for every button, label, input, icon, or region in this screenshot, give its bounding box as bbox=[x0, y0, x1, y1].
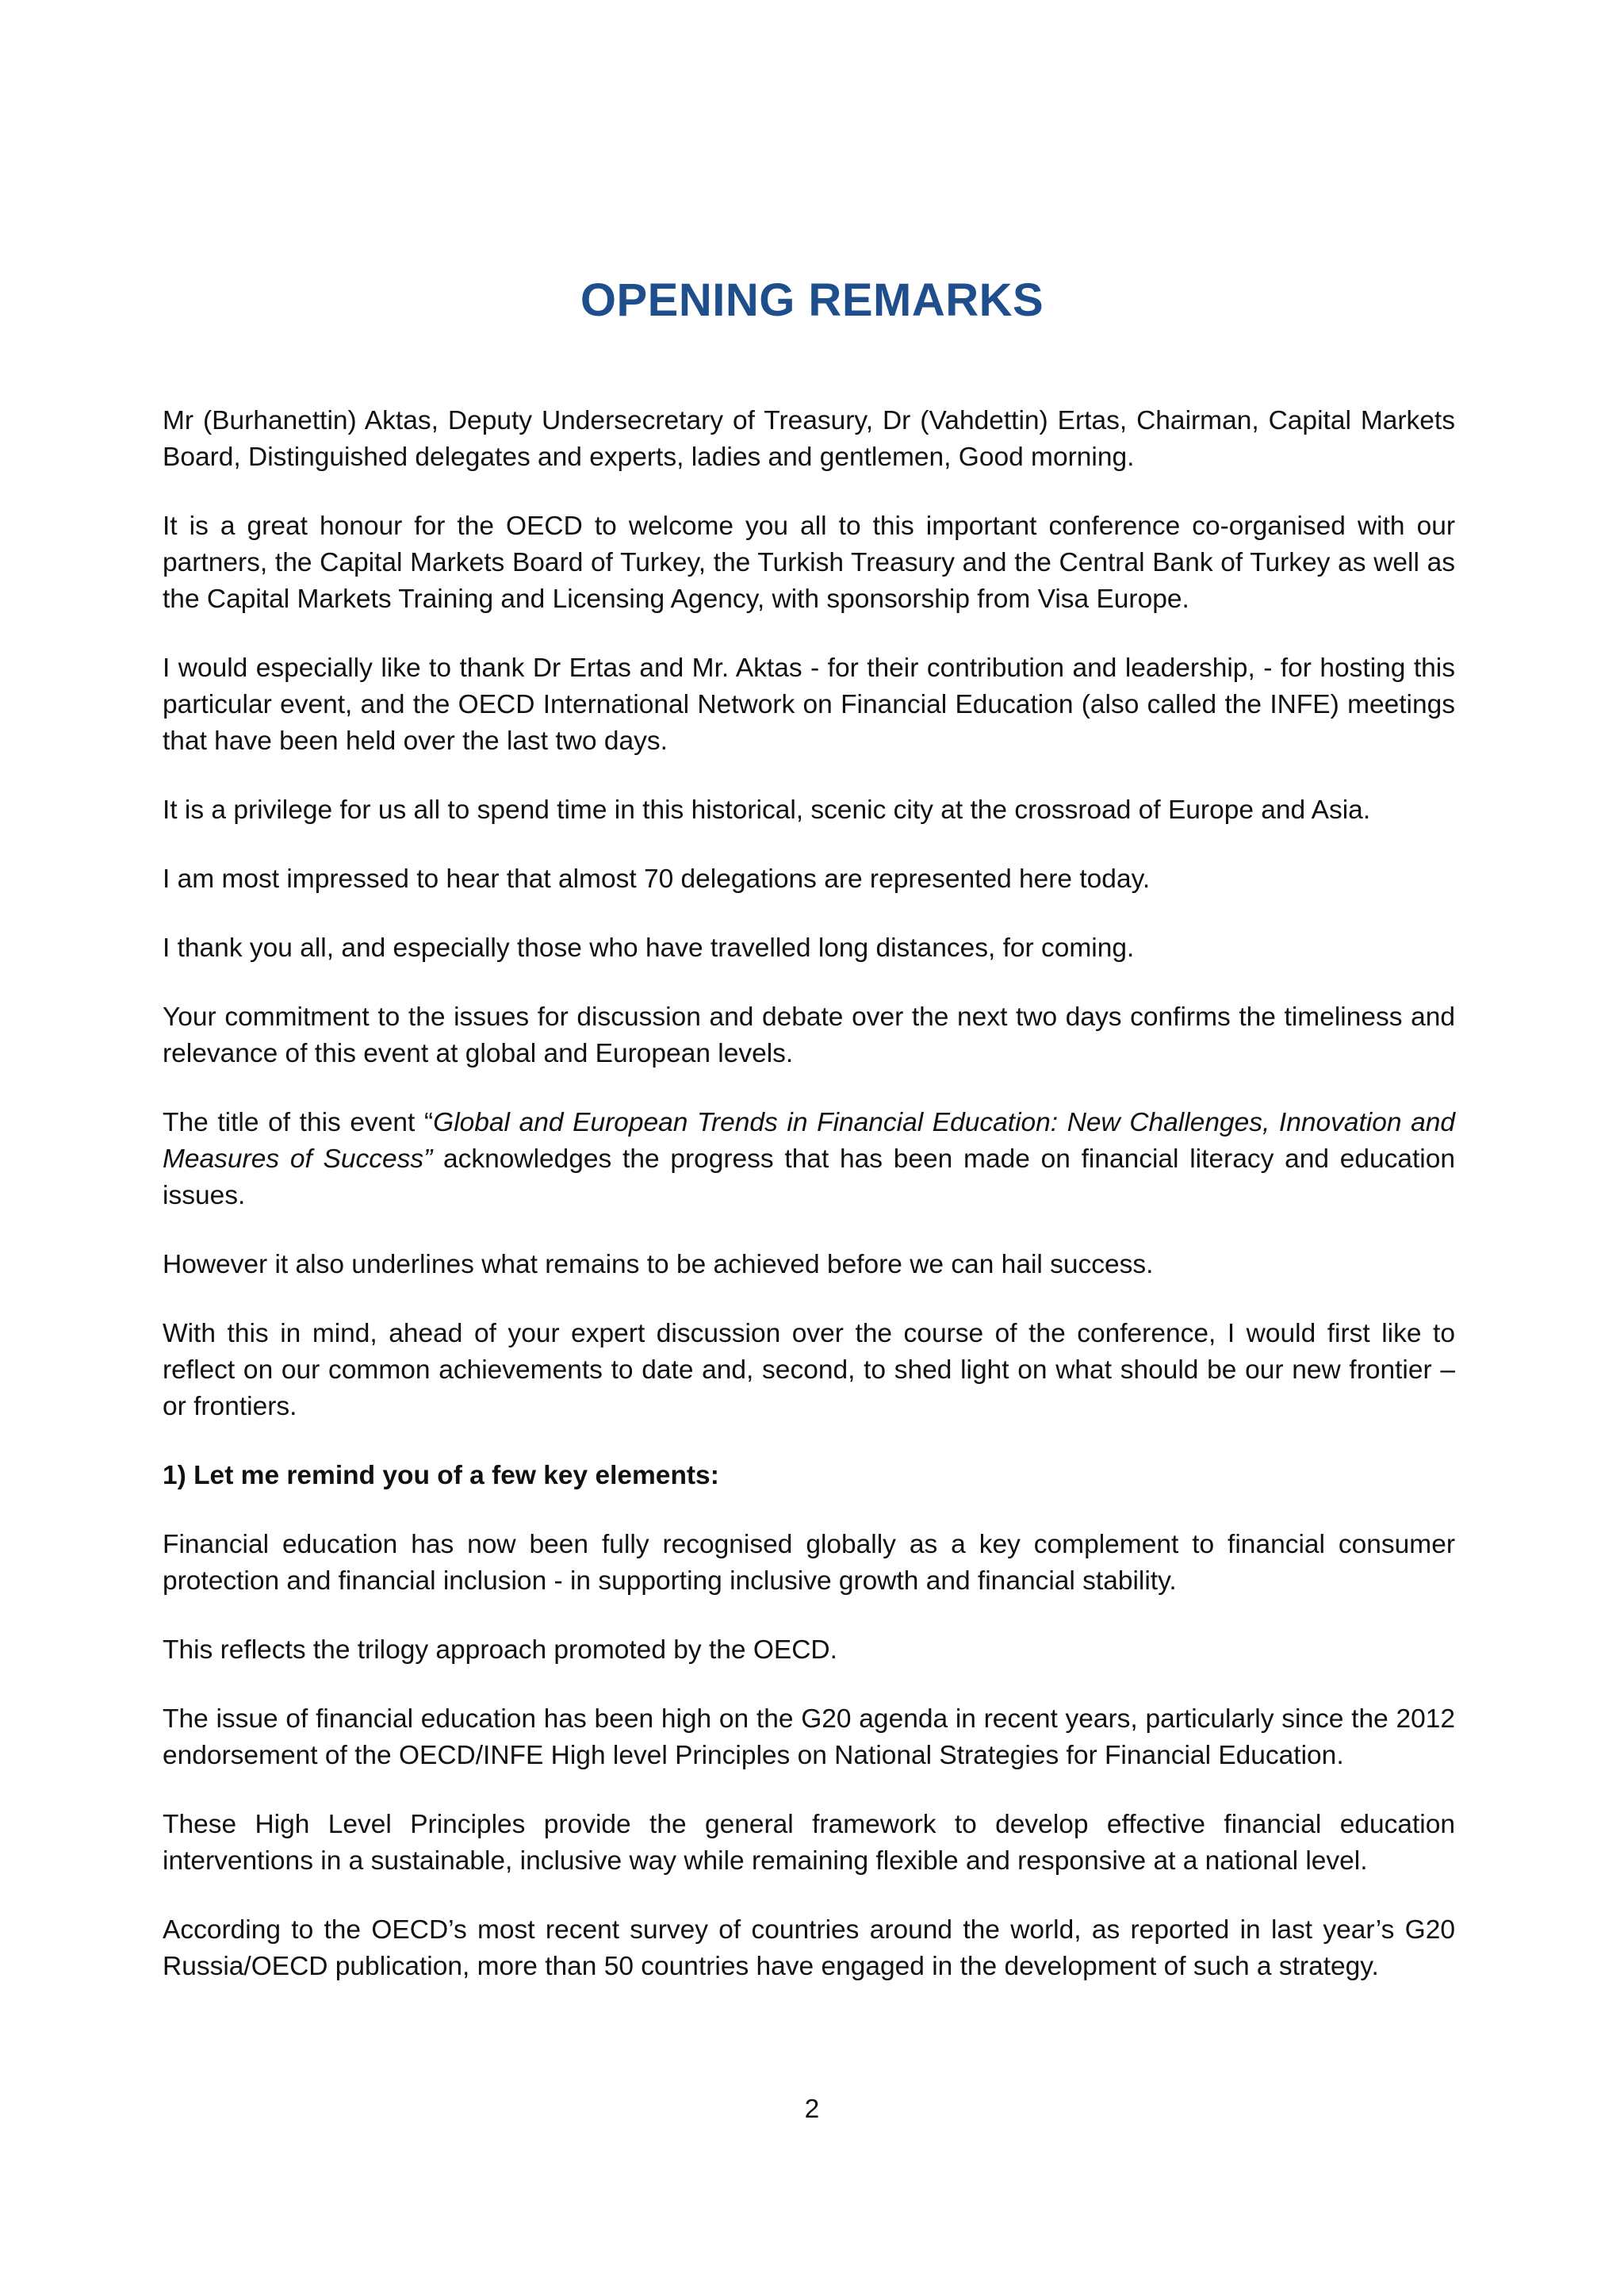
paragraph-greeting: Mr (Burhanettin) Aktas, Deputy Undersecretary of Treasury, Dr (Vahdettin) Ertas, Chairman, Capital Markets Board, Distinguished delegates and experts, ladies and gentlemen, Good morning. bbox=[163, 406, 1455, 472]
paragraph-privilege: It is a privilege for us all to spend time in this historical, scenic city at the crossroad of Europe and Asia. bbox=[163, 795, 1371, 825]
page-number: 2 bbox=[804, 2095, 820, 2124]
paragraph-commitment: Your commitment to the issues for discussion and debate over the next two days confirms the timeliness and relevance of this event at global and European levels. bbox=[163, 1002, 1455, 1068]
paragraph-principles: These High Level Principles provide the general framework to develop effective financial education interventions in a sustainable, inclusive way while remaining flexible and responsive at a national level. bbox=[163, 1810, 1455, 1876]
paragraph-with-this-in-mind: With this in mind, ahead of your expert discussion over the course of the conference, I would first like to reflect on our common achievements to date and, second, to shed light on what should be our new frontier – or frontiers. bbox=[163, 1319, 1455, 1421]
paragraph-underlines: However it also underlines what remains to be achieved before we can hail success. bbox=[163, 1250, 1154, 1279]
paragraph-g20-agenda: The issue of financial education has been high on the G20 agenda in recent years, particularly since the 2012 endorsement of the OECD/INFE High level Principles on National Strategies for Financial Education. bbox=[163, 1704, 1455, 1770]
paragraph-delegations: I am most impressed to hear that almost 70 delegations are represented here today. bbox=[163, 864, 1151, 894]
paragraph-event-title bbox=[163, 1105, 1455, 1214]
event-title-trailing-text: acknowledges the progress that has been made on financial literacy and education issues. bbox=[163, 1144, 1455, 1210]
paragraph-recognised: Financial education has now been fully recognised globally as a key complement to financial consumer protection and financial inclusion - in supporting inclusive growth and financial stability. bbox=[163, 1530, 1455, 1596]
paragraph-welcome: It is a great honour for the OECD to welcome you all to this important conference co-organised with our partners, the Capital Markets Board of Turkey, the Turkish Treasury and the Central Bank of Turkey as well as the Capital Markets Training and Licensing Agency, with sponsorship from Visa Europe. bbox=[163, 512, 1455, 614]
document-body bbox=[163, 403, 1455, 2018]
paragraph-survey: According to the OECD’s most recent survey of countries around the world, as reported in last year’s G20 Russia/OECD publication, more than 50 countries have engaged in the development of such a strategy. bbox=[163, 1915, 1455, 1981]
event-title-lead-text: The title of this event “ bbox=[163, 1108, 434, 1137]
section-heading-key-elements: 1) Let me remind you of a few key elements: bbox=[163, 1461, 719, 1490]
paragraph-trilogy: This reflects the trilogy approach promoted by the OECD. bbox=[163, 1635, 837, 1665]
paragraph-thank-all: I thank you all, and especially those who have travelled long distances, for coming. bbox=[163, 933, 1135, 963]
paragraph-thanks: I would especially like to thank Dr Ertas and Mr. Aktas - for their contribution and leadership, - for hosting this particular event, and the OECD International Network on Financial Education (also called the INFE) meetings that have been held over the last two days. bbox=[163, 654, 1455, 756]
event-title-italic-text: Global and European Trends in Financial Education: New Challenges, Innovation and Measures of Success” bbox=[163, 1108, 1455, 1174]
page-title: OPENING REMARKS bbox=[580, 274, 1044, 326]
